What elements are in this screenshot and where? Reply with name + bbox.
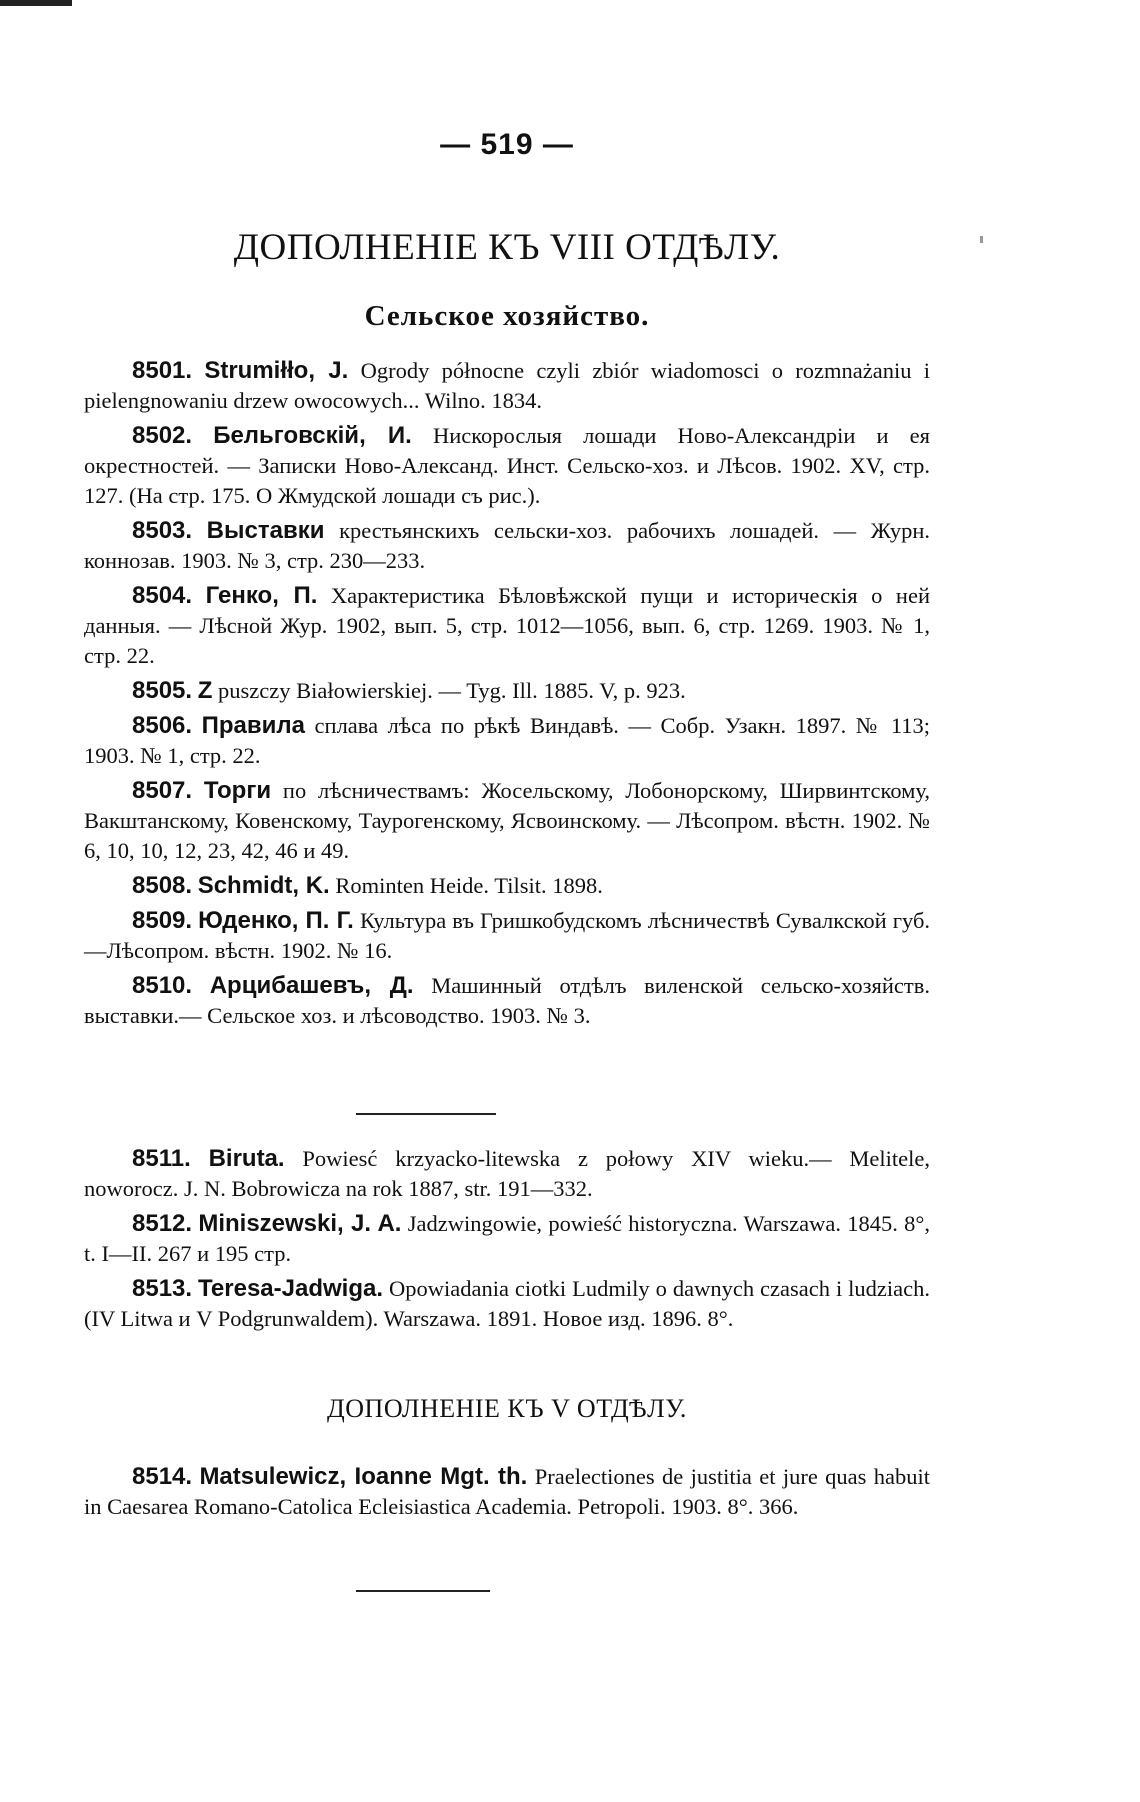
entry-author: Юденко, П. Г.: [198, 907, 354, 934]
entry-text: Praelectiones de justitia et jure quas habuit in Caesarea Romano-Catolica Ecleisiastica Academia. Petropoli. 1903. 8°. 366.: [84, 1464, 931, 1519]
entry-8506: [84, 711, 930, 771]
entry-author: Z: [197, 677, 213, 704]
entry-author: Matsulewicz, Ioanne Mgt. th.: [199, 1463, 528, 1490]
entry-number: 8502.: [132, 422, 193, 449]
entry-author: Правила: [201, 712, 305, 739]
entry-number: 8512.: [132, 1210, 193, 1237]
entries-group-2: [84, 1144, 930, 1339]
entry-number: 8510.: [132, 972, 193, 999]
entry-number: 8501.: [132, 357, 193, 384]
section-title: ДОПОЛНЕНІЕ КЪ VIII ОТДѢЛУ.: [233, 227, 781, 268]
entry-author: Арцибашевъ, Д.: [209, 972, 414, 999]
divider: [356, 1113, 496, 1115]
entry-8514: [84, 1462, 930, 1522]
scan-speck: [980, 236, 983, 243]
entry-text: Культура въ Гришкобудскомъ лѣсничествѣ Сувалкской губ.—Лѣсопром. вѣстн. 1902. № 16.: [84, 908, 931, 963]
entry-text: Opowiadania ciotki Ludmily o dawnych czasach i ludziach. (IV Litwa и V Podgrunwaldem). Warszawa. 1891. Новое изд. 1896. 8°.: [84, 1276, 931, 1331]
entry-8509: [84, 906, 930, 966]
section-title-2: ДОПОЛНЕНІЕ КЪ V ОТДѢЛУ.: [327, 1394, 687, 1423]
entry-8512: [84, 1209, 930, 1269]
entry-author: Biruta.: [208, 1145, 285, 1172]
entry-number: 8505.: [132, 677, 193, 704]
entry-8507: [84, 776, 930, 866]
entry-text: Нискорослыя лошади Ново-Александріи и ея окрестностей. — Записки Ново-Александ. Инст. Сельско-хоз. и Лѣсов. 1902. XV, стр. 127. (На стр. 175. О Жмудской лошади съ рис.).: [84, 423, 930, 508]
entry-number: 8514.: [132, 1463, 193, 1490]
entry-number: 8506.: [132, 712, 193, 739]
entry-8511: [84, 1144, 930, 1204]
entry-author: Teresa-Jadwiga.: [198, 1275, 384, 1302]
entry-8504: [84, 581, 930, 671]
entry-text: Rominten Heide. Tilsit. 1898.: [335, 873, 603, 898]
entry-author: Выставки: [206, 517, 325, 544]
entry-author: Генко, П.: [205, 582, 318, 609]
entry-8505: [84, 676, 930, 706]
entry-8503: [84, 516, 930, 576]
entry-number: 8503.: [132, 517, 193, 544]
entry-text: крестьянскихъ сельски-хоз. рабочихъ лошадей. — Журн. коннозав. 1903. № 3, стр. 230—233.: [84, 518, 930, 573]
entry-text: Машинный отдѣлъ виленской сельско-хозяйств. выставки.— Сельское хоз. и лѣсоводство. 1903. № 3.: [84, 973, 930, 1028]
entry-number: 8513.: [132, 1275, 193, 1302]
entry-8502: [84, 421, 930, 511]
entry-number: 8507.: [132, 777, 193, 804]
entry-author: Торги: [203, 777, 272, 804]
entry-author: Miniszewski, J. A.: [198, 1210, 402, 1237]
scan-corner-mark: [0, 0, 72, 6]
entry-text: puszczy Białowierskiej. — Tyg. Ill. 1885. V, p. 923.: [217, 678, 686, 703]
entry-text: по лѣсничествамъ: Жосельскому, Лобонорскому, Ширвинтскому, Вакштанскому, Ковенскому, Таурогенскому, Ясвоинскому. — Лѣсопром. вѣстн. 1902. № 6, 10, 10, 12, 23, 42, 46 и 49.: [84, 778, 930, 863]
divider-end: [356, 1590, 490, 1592]
entry-author: Strumiłło, J.: [204, 357, 349, 384]
entry-text: Ogrody północne czyli zbiór wiadomosci o rozmnażaniu i pielengnowaniu drzew owocowych... Wilno. 1834.: [84, 358, 931, 413]
entry-text: сплава лѣса по рѣкѣ Виндавѣ. — Собр. Узакн. 1897. № 113; 1903. № 1, стр. 22.: [84, 713, 930, 768]
entry-number: 8509.: [132, 907, 193, 934]
entry-text: Характеристика Бѣловѣжской пущи и историческія о ней данныя. — Лѣсной Жур. 1902, вып. 5, стр. 1012—1056, вып. 6, стр. 1269. 1903. № 1, стр. 22.: [84, 583, 931, 668]
entry-number: 8508.: [132, 872, 193, 899]
entry-8510: [84, 971, 930, 1031]
entry-number: 8504.: [132, 582, 193, 609]
entry-text: Powiesć krzyacko-litewska z połowy XIV wieku.— Melitele, noworocz. J. N. Bobrowicza na rok 1887, str. 191—332.: [84, 1146, 931, 1201]
entries-group-3: [84, 1462, 930, 1527]
entry-author: Schmidt, K.: [197, 872, 330, 899]
entry-8513: [84, 1274, 930, 1334]
entry-text: Jadzwingowie, powieść historyczna. Warszawa. 1845. 8°, t. I—II. 267 и 195 стр.: [84, 1211, 931, 1266]
subsection-title: Сельское хозяйство.: [364, 300, 650, 332]
entry-author: Бельговскій, И.: [213, 422, 412, 449]
page-number: — 519 —: [440, 128, 574, 161]
entry-number: 8511.: [132, 1145, 191, 1172]
entries-group-1: [84, 356, 930, 1036]
entry-8501: [84, 356, 930, 416]
entry-8508: [84, 871, 930, 901]
